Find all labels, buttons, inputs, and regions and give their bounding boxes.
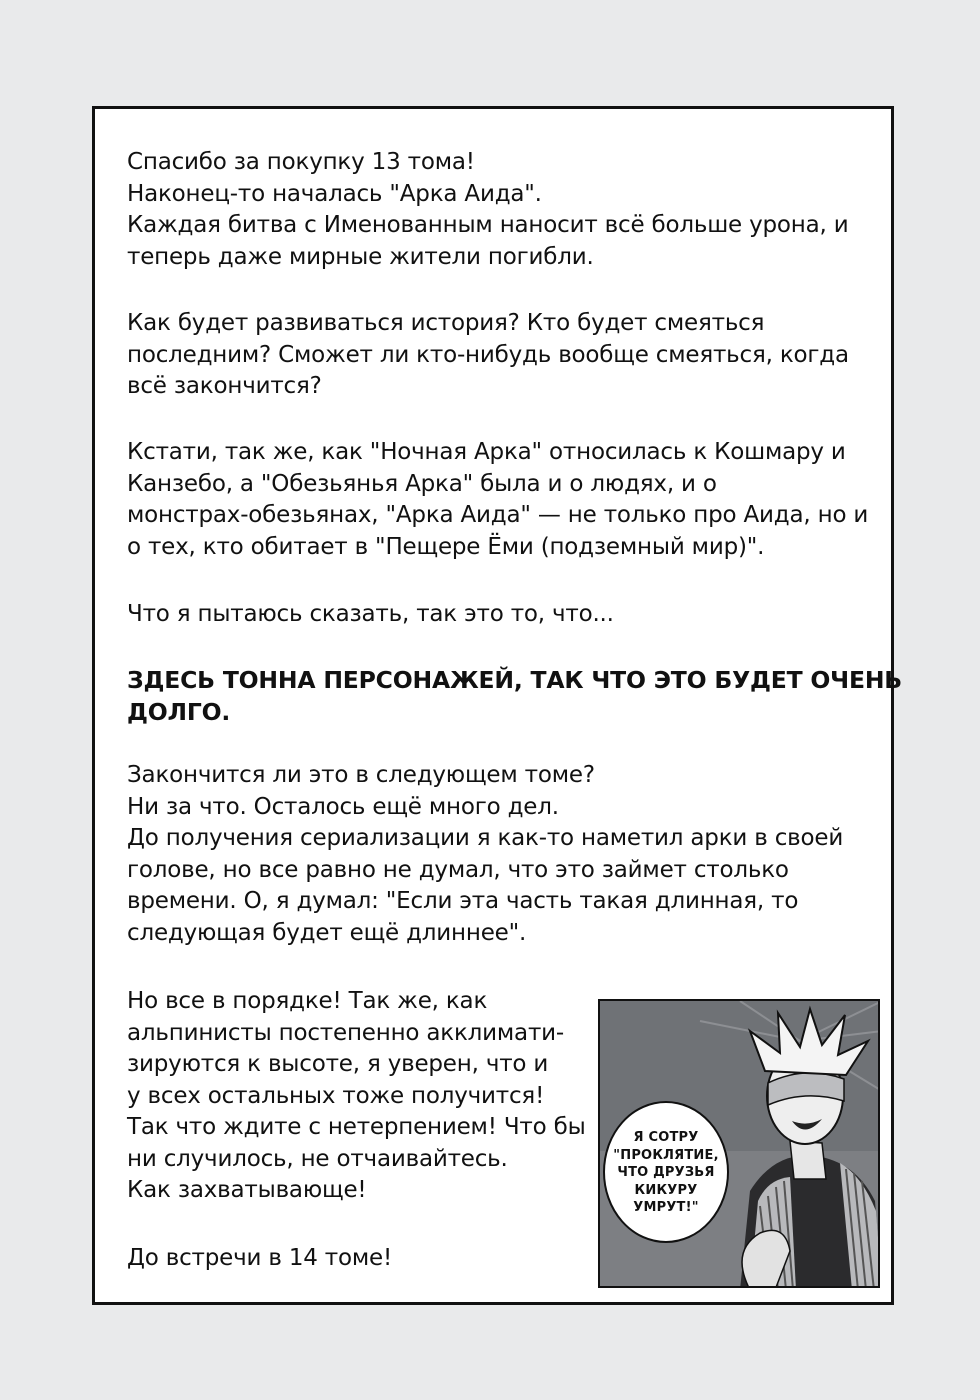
bubble-line: "ПРОКЛЯТИЕ, (613, 1147, 719, 1163)
paragraph-thanks (127, 147, 887, 273)
text-line: До получения сериализации я как-то наметил арки в своей (127, 825, 844, 851)
paragraph-next-volume (127, 760, 887, 949)
afterword-frame (92, 106, 902, 1305)
text-line: следующая будет ещё длиннее". (127, 919, 527, 946)
text-line: Наконец-то началась "Арка Аида". (127, 180, 542, 207)
manga-panel (598, 999, 880, 1288)
text-line: Как захватывающе! (127, 1177, 367, 1203)
text-line: ни случилось, не отчаивайтесь. (127, 1145, 508, 1172)
text-line: Спасибо за покупку 13 тома! (127, 149, 475, 175)
text-line: Канзебо, а "Обезьянья Арка" была и о людях, и о (127, 470, 717, 497)
text-line: Каждая битва с Именованным наносит всё больше урона, и (127, 212, 849, 238)
text-line: последним? Сможет ли кто-нибудь вообще смеяться, когда (127, 341, 849, 368)
text-line: монстрах-обезьянах, "Арка Аида" — не только про Аида, но и (127, 502, 869, 528)
text-line: времени. О, я думал: "Если эта часть такая длинная, то (127, 888, 799, 914)
paragraph-questions (127, 308, 887, 403)
text-line: Что я пытаюсь сказать, так это то, что... (127, 601, 614, 627)
text-line: у всех остальных тоже получится! (127, 1082, 545, 1109)
text-line: Ни за что. Осталось ещё много дел. (127, 793, 559, 820)
text-line: Кстати, так же, как "Ночная Арка" относилась к Кошмару и (127, 439, 846, 465)
bubble-line: ЧТО ДРУЗЬЯ (617, 1165, 715, 1180)
text-line: зируются к высоте, я уверен, что и (127, 1051, 549, 1077)
text-line: голове, но все равно не думал, что это займет столько (127, 856, 789, 883)
paragraph-shout (127, 664, 902, 728)
paragraph-point (127, 599, 887, 631)
paragraph-encouragement (127, 986, 597, 1207)
bubble-line: Я СОТРУ (633, 1130, 699, 1145)
bubble-line: УМРУТ!" (633, 1200, 699, 1215)
speech-bubble (606, 1129, 726, 1217)
text-line: альпинисты постепенно акклимати- (127, 1019, 565, 1046)
text-line: ДОЛГО. (127, 698, 231, 726)
text-line: Но все в порядке! Так же, как (127, 988, 488, 1014)
text-line: Как будет развиваться история? Кто будет смеяться (127, 310, 765, 336)
text-line: теперь даже мирные жители погибли. (127, 243, 594, 270)
text-line: Так что ждите с нетерпением! Что бы (127, 1114, 586, 1140)
paragraph-arcs (127, 437, 887, 563)
text-line: о тех, кто обитает в "Пещере Ёми (подземный мир)". (127, 533, 765, 560)
bubble-line: КИКУРУ (634, 1182, 698, 1198)
text-line: ЗДЕСЬ ТОННА ПЕРСОНАЖЕЙ, ТАК ЧТО ЭТО БУДЕТ ОЧЕНЬ (127, 666, 902, 694)
text-line: всё закончится? (127, 373, 322, 399)
text-line: До встречи в 14 томе! (127, 1245, 392, 1271)
text-line: Закончится ли это в следующем томе? (127, 762, 595, 788)
